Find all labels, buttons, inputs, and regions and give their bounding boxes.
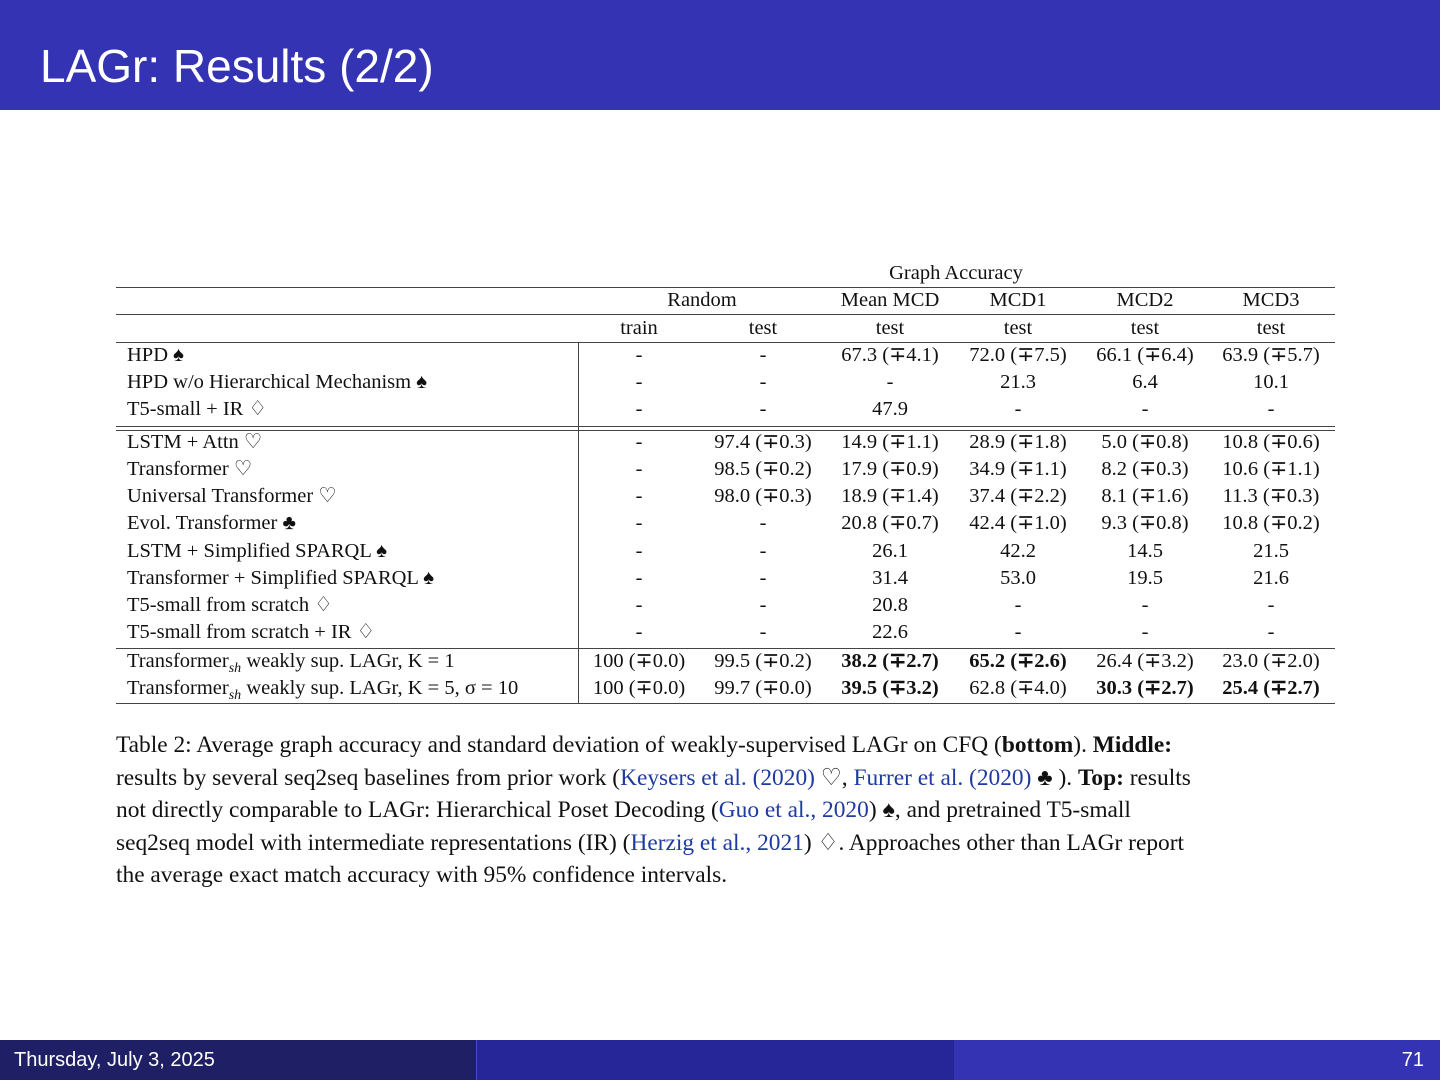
row-label: T5-small from scratch + IR ♢ [127,621,375,643]
table-cell: 21.5 [1253,540,1289,562]
table-cell: 20.8 (∓0.7) [841,512,939,534]
table-cell: 53.0 [1000,567,1036,589]
caption-line: the average exact match accuracy with 95% confidence intervals. [116,862,728,889]
table-cell: 31.4 [872,567,908,589]
table-cell: 100 (∓0.0) [592,650,686,672]
table-cell: 26.4 (∓3.2) [1096,650,1194,672]
table-cell: 17.9 (∓0.9) [841,458,939,480]
table-cell: - [759,371,767,393]
caption-line: results by several seq2seq baselines from prior work (Keysers et al. (2020) ♡, Furrer et al. (2020) ♣ ). Top: results [116,764,1191,791]
row-label: T5-small from scratch ♢ [127,594,333,616]
table-cell: 20.8 [872,594,908,616]
table-cell: - [759,344,767,366]
table-caption [116,729,1334,892]
column-subheader: test [875,317,905,339]
row-label: Transformer ♡ [127,458,253,480]
table-cell: 99.5 (∓0.2) [714,650,812,672]
column-group-header: MCD2 [1116,289,1174,311]
citation-link[interactable]: Herzig et al., 2021 [630,829,804,856]
column-subheader: test [1130,317,1160,339]
table-cell: 26.1 [872,540,908,562]
table-cell: 25.4 (∓2.7) [1222,677,1320,699]
table-cell: 19.5 [1127,567,1163,589]
table-cell: - [1267,398,1275,420]
row-label: T5-small + IR ♢ [127,398,267,420]
table-cell: 5.0 (∓0.8) [1101,431,1189,453]
table-cell: 42.4 (∓1.0) [969,512,1067,534]
table-cell: - [635,485,643,507]
table-cell: 99.7 (∓0.0) [714,677,812,699]
table-cell: 30.3 (∓2.7) [1096,677,1194,699]
row-label: LSTM + Simplified SPARQL ♠ [127,540,388,562]
slide-header [0,0,1440,110]
table-cell: - [635,371,643,393]
table-cell: - [635,540,643,562]
table-cell: 67.3 (∓4.1) [841,344,939,366]
row-label: HPD ♠ [127,344,185,366]
table-cell: - [635,594,643,616]
table-cell: - [1267,621,1275,643]
citation-link[interactable]: Guo et al., 2020 [718,797,869,824]
table-cell: - [1141,398,1149,420]
caption-line: seq2seq model with intermediate representations (IR) (Herzig et al., 2021) ♢. Approaches other than LAGr report [116,829,1185,856]
column-divider [578,342,579,703]
row-label: Transformer$_{sh}$ weakly sup. LAGr, K = 5, σ = 10 [127,677,519,704]
table-cell: 21.6 [1253,567,1289,589]
table-cell: 28.9 (∓1.8) [969,431,1067,453]
column-group-header: MCD1 [989,289,1047,311]
table-cell: 10.8 (∓0.2) [1222,512,1320,534]
table-cell: - [1141,621,1149,643]
table-cell: - [1014,398,1022,420]
table-cell: 22.6 [872,621,908,643]
table-cell: - [759,621,767,643]
table-cell: - [635,512,643,534]
caption-line: not directly comparable to LAGr: Hierarchical Poset Decoding (Guo et al., 2020) ♠, and pretrained T5-small [116,797,1131,824]
column-subheader: test [748,317,778,339]
table-cell: - [635,398,643,420]
row-label: Evol. Transformer ♣ [127,512,296,534]
page-number: 71 [1401,1049,1424,1071]
table-cell: 10.6 (∓1.1) [1222,458,1320,480]
table-cell: - [635,458,643,480]
column-group-header: MCD3 [1242,289,1300,311]
table-cell: - [759,540,767,562]
column-group-header: Mean MCD [840,289,940,311]
table-cell: 39.5 (∓3.2) [841,677,939,699]
table-cell: 18.9 (∓1.4) [841,485,939,507]
table-cell: 97.4 (∓0.3) [714,431,812,453]
table-cell: - [759,567,767,589]
table-cell: 62.8 (∓4.0) [969,677,1067,699]
table-cell: 21.3 [1000,371,1036,393]
table-cell: 66.1 (∓6.4) [1096,344,1194,366]
table-cell: 72.0 (∓7.5) [969,344,1067,366]
table-cell: - [759,512,767,534]
table-cell: 23.0 (∓2.0) [1222,650,1320,672]
table-cell: 8.2 (∓0.3) [1101,458,1189,480]
table-cell: 14.9 (∓1.1) [841,431,939,453]
table-cell: - [1267,594,1275,616]
table-cell: 98.5 (∓0.2) [714,458,812,480]
row-label: HPD w/o Hierarchical Mechanism ♠ [127,371,428,393]
table-cell: - [635,621,643,643]
row-label: LSTM + Attn ♡ [127,431,263,453]
table-cell: - [635,431,643,453]
table-cell: 8.1 (∓1.6) [1101,485,1189,507]
table-cell: - [1014,621,1022,643]
row-label: Transformer$_{sh}$ weakly sup. LAGr, K = 1 [127,650,455,677]
citation-link[interactable]: Furrer et al. (2020) [853,764,1032,791]
table-cell: 38.2 (∓2.7) [841,650,939,672]
group-header: Graph Accuracy [889,262,1023,284]
table-cell: 98.0 (∓0.3) [714,485,812,507]
table-cell: 11.3 (∓0.3) [1222,485,1320,507]
table-cell: 14.5 [1127,540,1163,562]
rule [116,314,1335,315]
row-label: Universal Transformer ♡ [127,485,337,507]
table-cell: - [1014,594,1022,616]
table-cell: - [1141,594,1149,616]
column-group-header: Random [667,289,737,311]
table-cell: 100 (∓0.0) [592,677,686,699]
slide-title: LAGr: Results (2/2) [40,40,434,92]
column-subheader: train [620,317,658,339]
caption-line: Table 2: Average graph accuracy and standard deviation of weakly-supervised LAGr on CFQ (bottom). Middle: [116,732,1173,758]
footer-date: Thursday, July 3, 2025 [14,1049,215,1071]
table-cell: - [759,594,767,616]
table-cell: 63.9 (∓5.7) [1222,344,1320,366]
table-cell: 6.4 [1132,371,1158,393]
table-cell: - [886,371,894,393]
column-subheader: test [1003,317,1033,339]
table-cell: 10.1 [1253,371,1289,393]
table-cell: 47.9 [872,398,908,420]
table-cell: 9.3 (∓0.8) [1101,512,1189,534]
column-subheader: test [1256,317,1286,339]
row-label: Transformer + Simplified SPARQL ♠ [127,567,435,589]
table-cell: - [635,344,643,366]
table-cell: 65.2 (∓2.6) [969,650,1067,672]
slide-footer [0,1040,1440,1080]
table-cell: - [759,398,767,420]
table-cell: 10.8 (∓0.6) [1222,431,1320,453]
rule [116,426,1335,427]
table-cell: - [635,567,643,589]
table-cell: 34.9 (∓1.1) [969,458,1067,480]
citation-link[interactable]: Keysers et al. (2020) [620,764,815,791]
table-cell: 42.2 [1000,540,1036,562]
table-cell: 37.4 (∓2.2) [969,485,1067,507]
